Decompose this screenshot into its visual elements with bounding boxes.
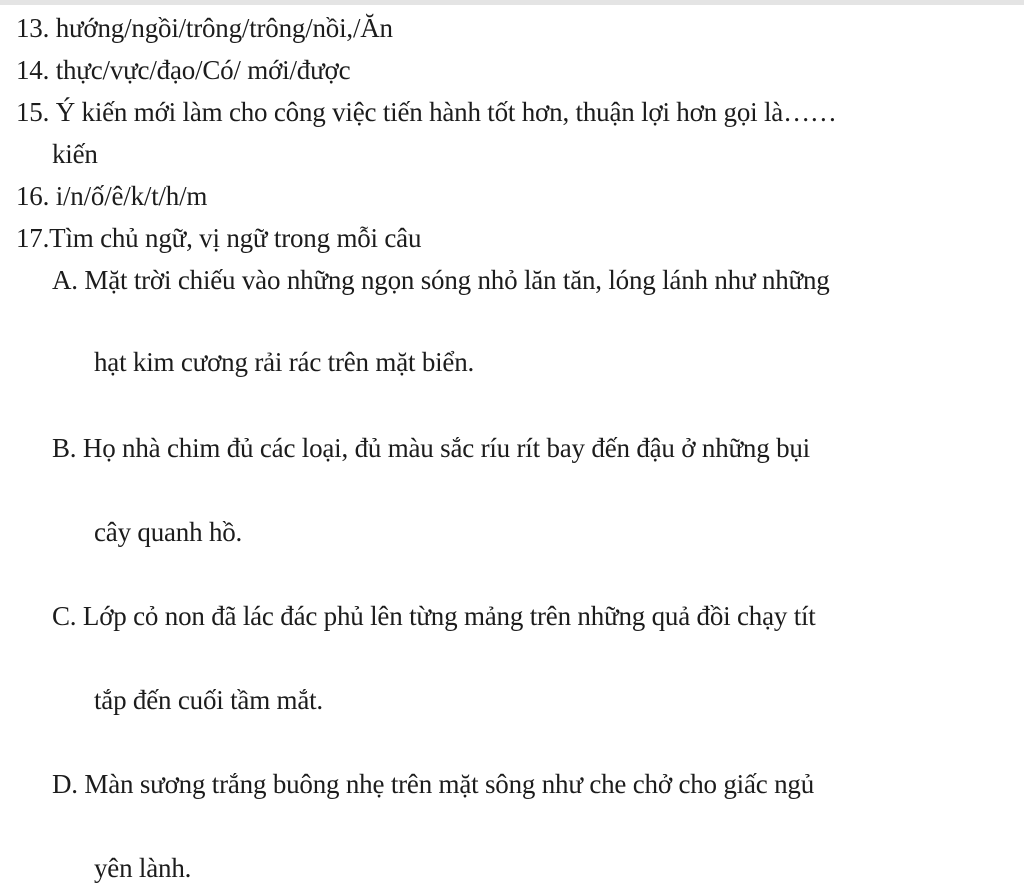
question-17: 17.Tìm chủ ngữ, vị ngữ trong mỗi câu — [16, 223, 422, 253]
question-13: 13. hướng/ngồi/trông/trông/nồi,/Ăn — [16, 13, 393, 43]
sentence-b-line-2: cây quanh hồ. — [94, 517, 243, 547]
sentence-c-line-1: C. Lớp cỏ non đã lác đác phủ lên từng mảng trên những quả đồi chạy tít — [52, 601, 816, 631]
question-14: 14. thực/vực/đạo/Có/ mới/được — [16, 55, 351, 85]
question-15-line-2: kiến — [52, 139, 98, 169]
top-border — [0, 0, 1024, 5]
sentence-a-line-1: A. Mặt trời chiếu vào những ngọn sóng nhỏ lăn tăn, lóng lánh như những — [52, 265, 830, 295]
sentence-d-line-2: yên lành. — [94, 853, 192, 883]
question-16: 16. i/n/ố/ê/k/t/h/m — [16, 181, 208, 211]
question-15-line-1: 15. Ý kiến mới làm cho công việc tiến hành tốt hơn, thuận lợi hơn gọi là…… — [16, 97, 837, 127]
sentence-d-line-1: D. Màn sương trắng buông nhẹ trên mặt sông như che chở cho giấc ngủ — [52, 769, 815, 799]
sentence-b-line-1: B. Họ nhà chim đủ các loại, đủ màu sắc ríu rít bay đến đậu ở những bụi — [52, 433, 810, 463]
sentence-c-line-2: tắp đến cuối tầm mắt. — [94, 685, 323, 715]
sentence-a-line-2: hạt kim cương rải rác trên mặt biển. — [94, 347, 475, 377]
